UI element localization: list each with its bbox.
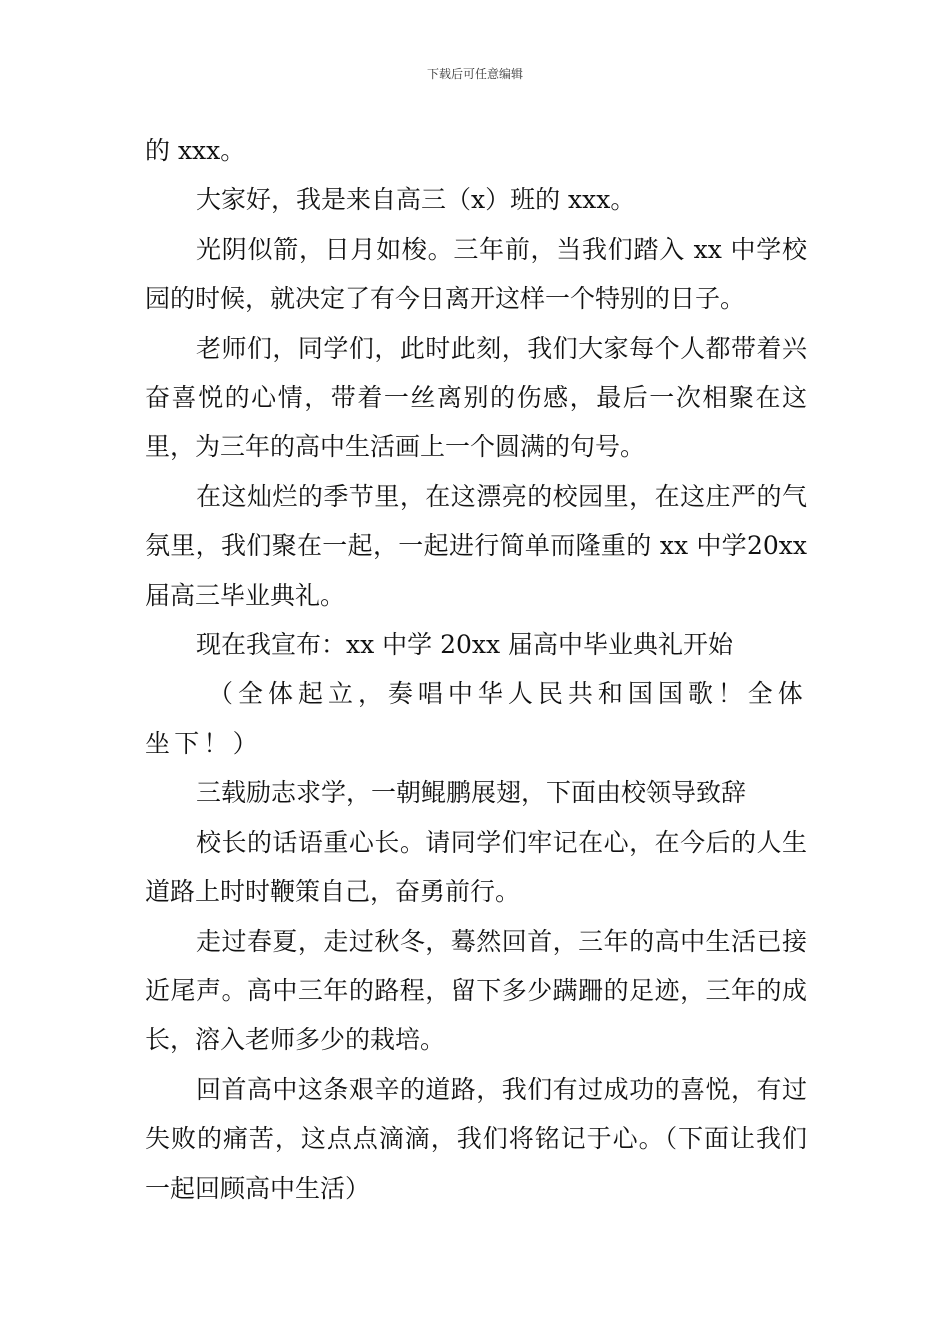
paragraph-teachers-classmates: 老师们，同学们，此时此刻，我们大家每个人都带着兴奋喜悦的心情，带着一丝离别的伤感，最后一次相聚在这里，为三年的高中生活画上一个圆满的句号。 — [145, 333, 807, 462]
document-body — [145, 126, 807, 1213]
paragraph-season: 在这灿烂的季节里，在这漂亮的校园里，在这庄严的气氛里，我们聚在一起，一起进行简单而隆重的 xx 中学20xx 届高三毕业典礼。 — [145, 481, 807, 610]
paragraph-anthem: （全体起立，奏唱中华人民共和国国歌！全体坐下！） — [145, 679, 807, 758]
paragraph-greeting: 大家好，我是来自高三（x）班的 xxx。 — [196, 185, 636, 215]
paragraph-continuation: 的 xxx。 — [145, 136, 246, 165]
paragraph-leader-speech: 三载励志求学，一朝鲲鹏展翅，下面由校领导致辞 — [196, 778, 747, 808]
paragraph-time-flies: 光阴似箭，日月如梭。三年前，当我们踏入 xx 中学校园的时候，就决定了有今日离开这样一个特别的日子。 — [145, 234, 808, 314]
paragraph-announcement: 现在我宣布：xx 中学 20xx 届高中毕业典礼开始 — [196, 630, 734, 660]
paragraph-principal: 校长的话语重心长。请同学们牢记在心，在今后的人生道路上时时鞭策自己，奋勇前行。 — [145, 827, 807, 907]
page-header-note: 下载后可任意编辑 — [426, 67, 523, 81]
paragraph-look-back: 回首高中这条艰辛的道路，我们有过成功的喜悦，有过失败的痛苦，这点点滴滴，我们将铭记于心。（下面让我们一起回顾高中生活） — [145, 1074, 807, 1203]
paragraph-seasons-passed: 走过春夏，走过秋冬，蓦然回首，三年的高中生活已接近尾声。高中三年的路程，留下多少蹒跚的足迹，三年的成长，溶入老师多少的栽培。 — [145, 926, 807, 1055]
